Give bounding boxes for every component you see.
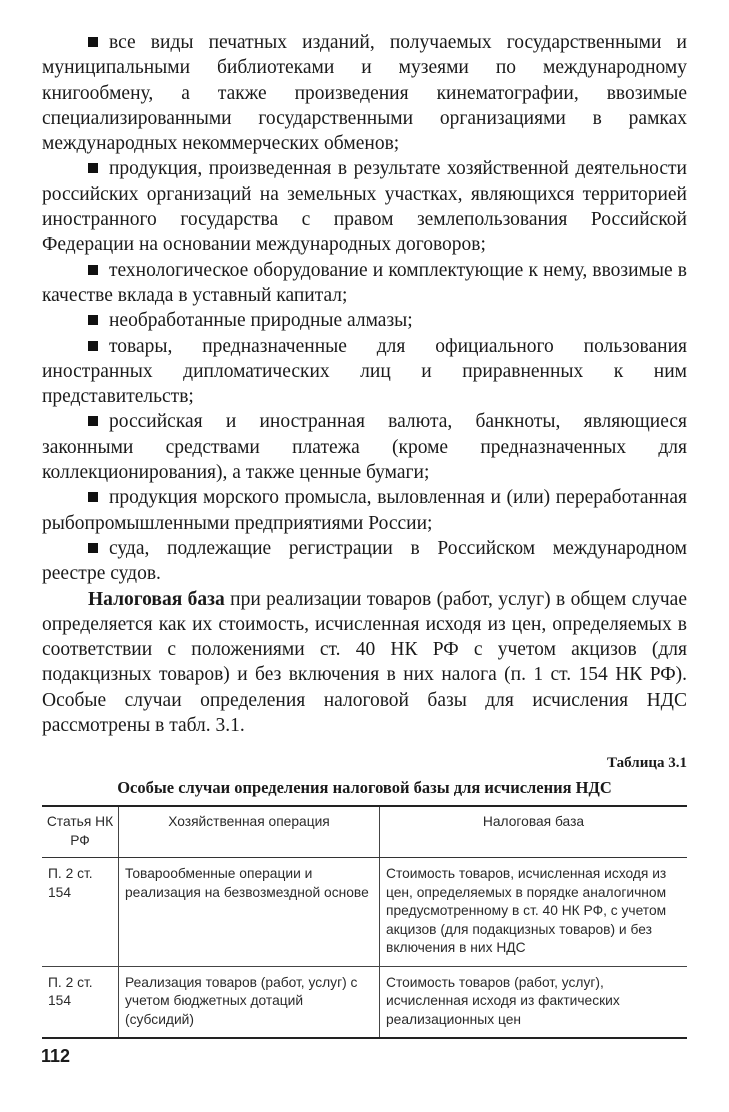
bullet-text: товары, предназначенные для официального пользования иностранных дипломатических лиц и приравненных к ним представительств; bbox=[42, 335, 687, 408]
cell-tax-base: Стоимость товаров (работ, услуг), исчисленная исходя из фактических реализационных цен bbox=[380, 966, 688, 1038]
bullet-paragraph bbox=[42, 485, 687, 536]
bullet-icon bbox=[88, 265, 98, 275]
cell-article: П. 2 ст. 154 bbox=[42, 966, 119, 1038]
table-title: Особые случаи определения налоговой базы для исчисления НДС bbox=[117, 778, 612, 798]
tax-base-term: Налоговая база bbox=[88, 588, 225, 610]
bullet-icon bbox=[88, 416, 98, 426]
bullet-paragraph bbox=[42, 308, 687, 333]
bullet-icon bbox=[88, 37, 98, 47]
bullet-text: продукция, произведенная в результате хозяйственной деятельности российских организаций на земельных участках, являющихся территорией иностранного государства с правом землепользования Российской Федерации на основании международных договоров; bbox=[42, 158, 687, 256]
bullet-paragraph bbox=[42, 30, 687, 156]
bullet-icon bbox=[88, 492, 98, 502]
cell-article: П. 2 ст. 154 bbox=[42, 858, 119, 967]
bullet-paragraph bbox=[42, 334, 687, 410]
bullet-text: необработанные природные алмазы; bbox=[109, 310, 413, 332]
table-row bbox=[42, 858, 687, 967]
tax-base-paragraph bbox=[42, 587, 687, 739]
header-tax-base: Налоговая база bbox=[380, 806, 688, 858]
bullet-text: суда, подлежащие регистрации в Российском международном реестре судов. bbox=[42, 537, 687, 585]
bullet-text: российская и иностранная валюта, банкноты, являющиеся законными средствами платежа (кроме предназначенных для коллекционирования), а также ценные бумаги; bbox=[42, 411, 687, 484]
cell-tax-base: Стоимость товаров, исчисленная исходя из цен, определяемых в порядке аналогичном предусмотренному в ст. 40 НК РФ, с учетом акцизов (для подакцизных товаров) и без включения в них НДС bbox=[380, 858, 688, 967]
bullet-icon bbox=[88, 163, 98, 173]
nds-table bbox=[42, 805, 687, 1039]
tax-base-text: при реализации товаров (работ, услуг) в общем случае определяется как их стоимость, исчисленная исходя из цен, определяемых в соответствии с положениями ст. 40 НК РФ с учетом акцизов (для подакцизных товаров) и без включения в них налога (п. 1 ст. 154 НК РФ). Особые случаи определения налоговой базы для исчисления НДС рассмотрены в табл. 3.1. bbox=[42, 588, 687, 737]
bullet-icon bbox=[88, 341, 98, 351]
page-number: 112 bbox=[41, 1046, 71, 1066]
table-header-row bbox=[42, 806, 687, 858]
table-label: Таблица 3.1 bbox=[607, 755, 687, 772]
page-content bbox=[42, 30, 687, 1039]
bullet-paragraph bbox=[42, 258, 687, 309]
bullet-icon bbox=[88, 543, 98, 553]
bullet-paragraph bbox=[42, 536, 687, 587]
table-row bbox=[42, 966, 687, 1038]
header-operation: Хозяйственная операция bbox=[119, 806, 380, 858]
bullet-text: продукция морского промысла, выловленная и (или) переработанная рыбопромышленными предприятиями России; bbox=[42, 487, 687, 534]
bullet-paragraph bbox=[42, 156, 687, 257]
bullet-paragraph bbox=[42, 409, 687, 485]
cell-operation: Реализация товаров (работ, услуг) с учетом бюджетных дотаций (субсидий) bbox=[119, 966, 380, 1038]
bullet-text: все виды печатных изданий, получаемых государственными и муниципальными библиотеками и музеями по международному книгообмену, а также произведения кинематографии, ввозимые специализированными государственными организациями в рамках международных некоммерческих обменов; bbox=[42, 32, 687, 155]
header-article: Статья НК РФ bbox=[42, 806, 119, 858]
bullet-text: технологическое оборудование и комплектующие к нему, ввозимые в качестве вклада в уставный капитал; bbox=[42, 259, 687, 306]
cell-operation: Товарообменные операции и реализация на безвозмездной основе bbox=[119, 858, 380, 967]
bullet-icon bbox=[88, 315, 98, 325]
